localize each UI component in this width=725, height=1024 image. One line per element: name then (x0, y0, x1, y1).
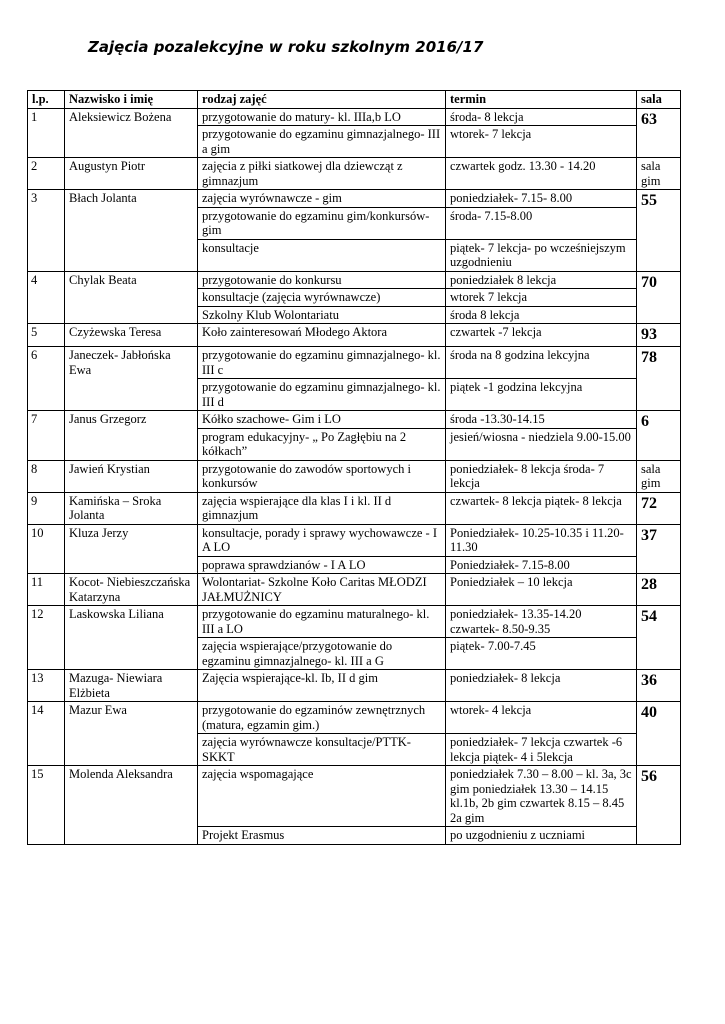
cell-time: wtorek 7 lekcja (446, 289, 637, 307)
cell-time: poniedziałek- 7.15- 8.00 (446, 190, 637, 208)
cell-teacher-name: Laskowska Liliana (65, 606, 198, 670)
cell-room: 55 (637, 190, 681, 272)
cell-activity: zajęcia wyrównawcze konsultacje/PTTK-SKKT (198, 734, 446, 766)
cell-lp: 13 (28, 670, 65, 702)
header-activity: rodzaj zajęć (198, 91, 446, 109)
cell-teacher-name: Janeczek- Jabłońska Ewa (65, 347, 198, 411)
cell-activity: przygotowanie do egzaminu gimnazjalnego- kl. III c (198, 347, 446, 379)
cell-time: czwartek godz. 13.30 - 14.20 (446, 158, 637, 190)
cell-activity: konsultacje, porady i sprawy wychowawcze - I A LO (198, 524, 446, 556)
cell-teacher-name: Jawień Krystian (65, 460, 198, 492)
cell-activity: zajęcia wspomagające (198, 766, 446, 827)
cell-time: czwartek -7 lekcja (446, 324, 637, 347)
table-row (28, 574, 681, 606)
cell-time: po uzgodnieniu z uczniami (446, 827, 637, 845)
cell-lp: 3 (28, 190, 65, 272)
cell-lp: 15 (28, 766, 65, 845)
cell-time: wtorek- 4 lekcja (446, 702, 637, 734)
header-time: termin (446, 91, 637, 109)
cell-time: środa -13.30-14.15 (446, 411, 637, 429)
cell-time: wtorek- 7 lekcja (446, 126, 637, 158)
cell-time: środa na 8 godzina lekcyjna (446, 347, 637, 379)
cell-activity: konsultacje (198, 239, 446, 271)
cell-lp: 10 (28, 524, 65, 574)
cell-room: 37 (637, 524, 681, 574)
cell-room: 72 (637, 492, 681, 524)
table-row (28, 524, 681, 556)
table-row (28, 158, 681, 190)
cell-activity: zajęcia wspierające dla klas I i kl. II d gimnazjum (198, 492, 446, 524)
cell-lp: 5 (28, 324, 65, 347)
cell-activity: Kółko szachowe- Gim i LO (198, 411, 446, 429)
cell-activity: przygotowanie do egzaminów zewnętrznych (matura, egzamin gim.) (198, 702, 446, 734)
cell-room: sala gim (637, 158, 681, 190)
cell-lp: 1 (28, 108, 65, 158)
cell-room: 56 (637, 766, 681, 845)
cell-lp: 9 (28, 492, 65, 524)
cell-room: 78 (637, 347, 681, 411)
cell-time: środa 8 lekcja (446, 306, 637, 324)
table-row (28, 347, 681, 379)
cell-room: 36 (637, 670, 681, 702)
cell-time: poniedziałek- 8 lekcja (446, 670, 637, 702)
cell-time: poniedziałek- 13.35-14.20 czwartek- 8.50-9.35 (446, 606, 637, 638)
cell-lp: 2 (28, 158, 65, 190)
cell-teacher-name: Molenda Aleksandra (65, 766, 198, 845)
cell-activity: przygotowanie do egzaminu maturalnego- kl. III a LO (198, 606, 446, 638)
cell-room: 28 (637, 574, 681, 606)
cell-time: piątek -1 godzina lekcyjna (446, 379, 637, 411)
cell-teacher-name: Mazur Ewa (65, 702, 198, 766)
cell-activity: program edukacyjny- „ Po Zagłębiu na 2 kółkach” (198, 428, 446, 460)
cell-time: poniedziałek- 8 lekcja środa- 7 lekcja (446, 460, 637, 492)
cell-room: 93 (637, 324, 681, 347)
table-row (28, 108, 681, 126)
cell-time: poniedziałek- 7 lekcja czwartek -6 lekcja piątek- 4 i 5lekcja (446, 734, 637, 766)
table-row (28, 670, 681, 702)
table-row (28, 271, 681, 289)
cell-teacher-name: Błach Jolanta (65, 190, 198, 272)
cell-lp: 8 (28, 460, 65, 492)
cell-activity: przygotowanie do egzaminu gimnazjalnego- kl. III d (198, 379, 446, 411)
cell-room: sala gim (637, 460, 681, 492)
cell-activity: przygotowanie do egzaminu gimnazjalnego- III a gim (198, 126, 446, 158)
cell-room: 63 (637, 108, 681, 158)
cell-activity: przygotowanie do konkursu (198, 271, 446, 289)
cell-activity: przygotowanie do egzaminu gim/konkursów-gim (198, 207, 446, 239)
cell-time: poniedziałek 8 lekcja (446, 271, 637, 289)
cell-activity: zajęcia z piłki siatkowej dla dziewcząt z gimnazjum (198, 158, 446, 190)
cell-activity: zajęcia wyrównawcze - gim (198, 190, 446, 208)
cell-activity: przygotowanie do matury- kl. IIIa,b LO (198, 108, 446, 126)
cell-time: jesień/wiosna - niedziela 9.00-15.00 (446, 428, 637, 460)
cell-lp: 12 (28, 606, 65, 670)
cell-teacher-name: Kamińska – Sroka Jolanta (65, 492, 198, 524)
cell-time: poniedziałek 7.30 – 8.00 – kl. 3a, 3c gim poniedziałek 13.30 – 14.15 kl.1b, 2b gim czwartek 8.15 – 8.45 2a gim (446, 766, 637, 827)
header-lp: l.p. (28, 91, 65, 109)
cell-time: piątek- 7.00-7.45 (446, 638, 637, 670)
table-row (28, 411, 681, 429)
cell-activity: poprawa sprawdzianów - I A LO (198, 556, 446, 574)
cell-teacher-name: Augustyn Piotr (65, 158, 198, 190)
cell-lp: 6 (28, 347, 65, 411)
cell-activity: konsultacje (zajęcia wyrównawcze) (198, 289, 446, 307)
page-title: Zajęcia pozalekcyjne w roku szkolnym 2016/17 (88, 38, 484, 56)
cell-activity: przygotowanie do zawodów sportowych i konkursów (198, 460, 446, 492)
cell-activity: Zajęcia wspierające-kl. Ib, II d gim (198, 670, 446, 702)
cell-activity: Koło zainteresowań Młodego Aktora (198, 324, 446, 347)
cell-teacher-name: Mazuga- Niewiara Elżbieta (65, 670, 198, 702)
cell-time: środa- 8 lekcja (446, 108, 637, 126)
header-name: Nazwisko i imię (65, 91, 198, 109)
table-row (28, 190, 681, 208)
table-row (28, 766, 681, 827)
table-header-row (28, 91, 681, 109)
cell-activity: Wolontariat- Szkolne Koło Caritas MŁODZI JAŁMUŻNICY (198, 574, 446, 606)
cell-activity: Szkolny Klub Wolontariatu (198, 306, 446, 324)
cell-activity: zajęcia wspierające/przygotowanie do egzaminu gimnazjalnego- kl. III a G (198, 638, 446, 670)
cell-room: 54 (637, 606, 681, 670)
cell-teacher-name: Czyżewska Teresa (65, 324, 198, 347)
table-row (28, 324, 681, 347)
cell-time: Poniedziałek – 10 lekcja (446, 574, 637, 606)
cell-teacher-name: Janus Grzegorz (65, 411, 198, 461)
table-row (28, 460, 681, 492)
cell-time: piątek- 7 lekcja- po wcześniejszym uzgodnieniu (446, 239, 637, 271)
table-body (28, 108, 681, 844)
cell-teacher-name: Kocot- Niebieszczańska Katarzyna (65, 574, 198, 606)
cell-time: czwartek- 8 lekcja piątek- 8 lekcja (446, 492, 637, 524)
cell-room: 6 (637, 411, 681, 461)
cell-teacher-name: Kluza Jerzy (65, 524, 198, 574)
cell-time: Poniedziałek- 10.25-10.35 i 11.20-11.30 (446, 524, 637, 556)
cell-lp: 14 (28, 702, 65, 766)
header-room: sala (637, 91, 681, 109)
table-row (28, 492, 681, 524)
cell-activity: Projekt Erasmus (198, 827, 446, 845)
table-row (28, 702, 681, 734)
cell-teacher-name: Chylak Beata (65, 271, 198, 324)
cell-teacher-name: Aleksiewicz Bożena (65, 108, 198, 158)
cell-lp: 7 (28, 411, 65, 461)
table-row (28, 606, 681, 638)
cell-room: 70 (637, 271, 681, 324)
cell-lp: 11 (28, 574, 65, 606)
cell-time: Poniedziałek- 7.15-8.00 (446, 556, 637, 574)
cell-room: 40 (637, 702, 681, 766)
cell-time: środa- 7.15-8.00 (446, 207, 637, 239)
cell-lp: 4 (28, 271, 65, 324)
activities-table (27, 90, 681, 845)
